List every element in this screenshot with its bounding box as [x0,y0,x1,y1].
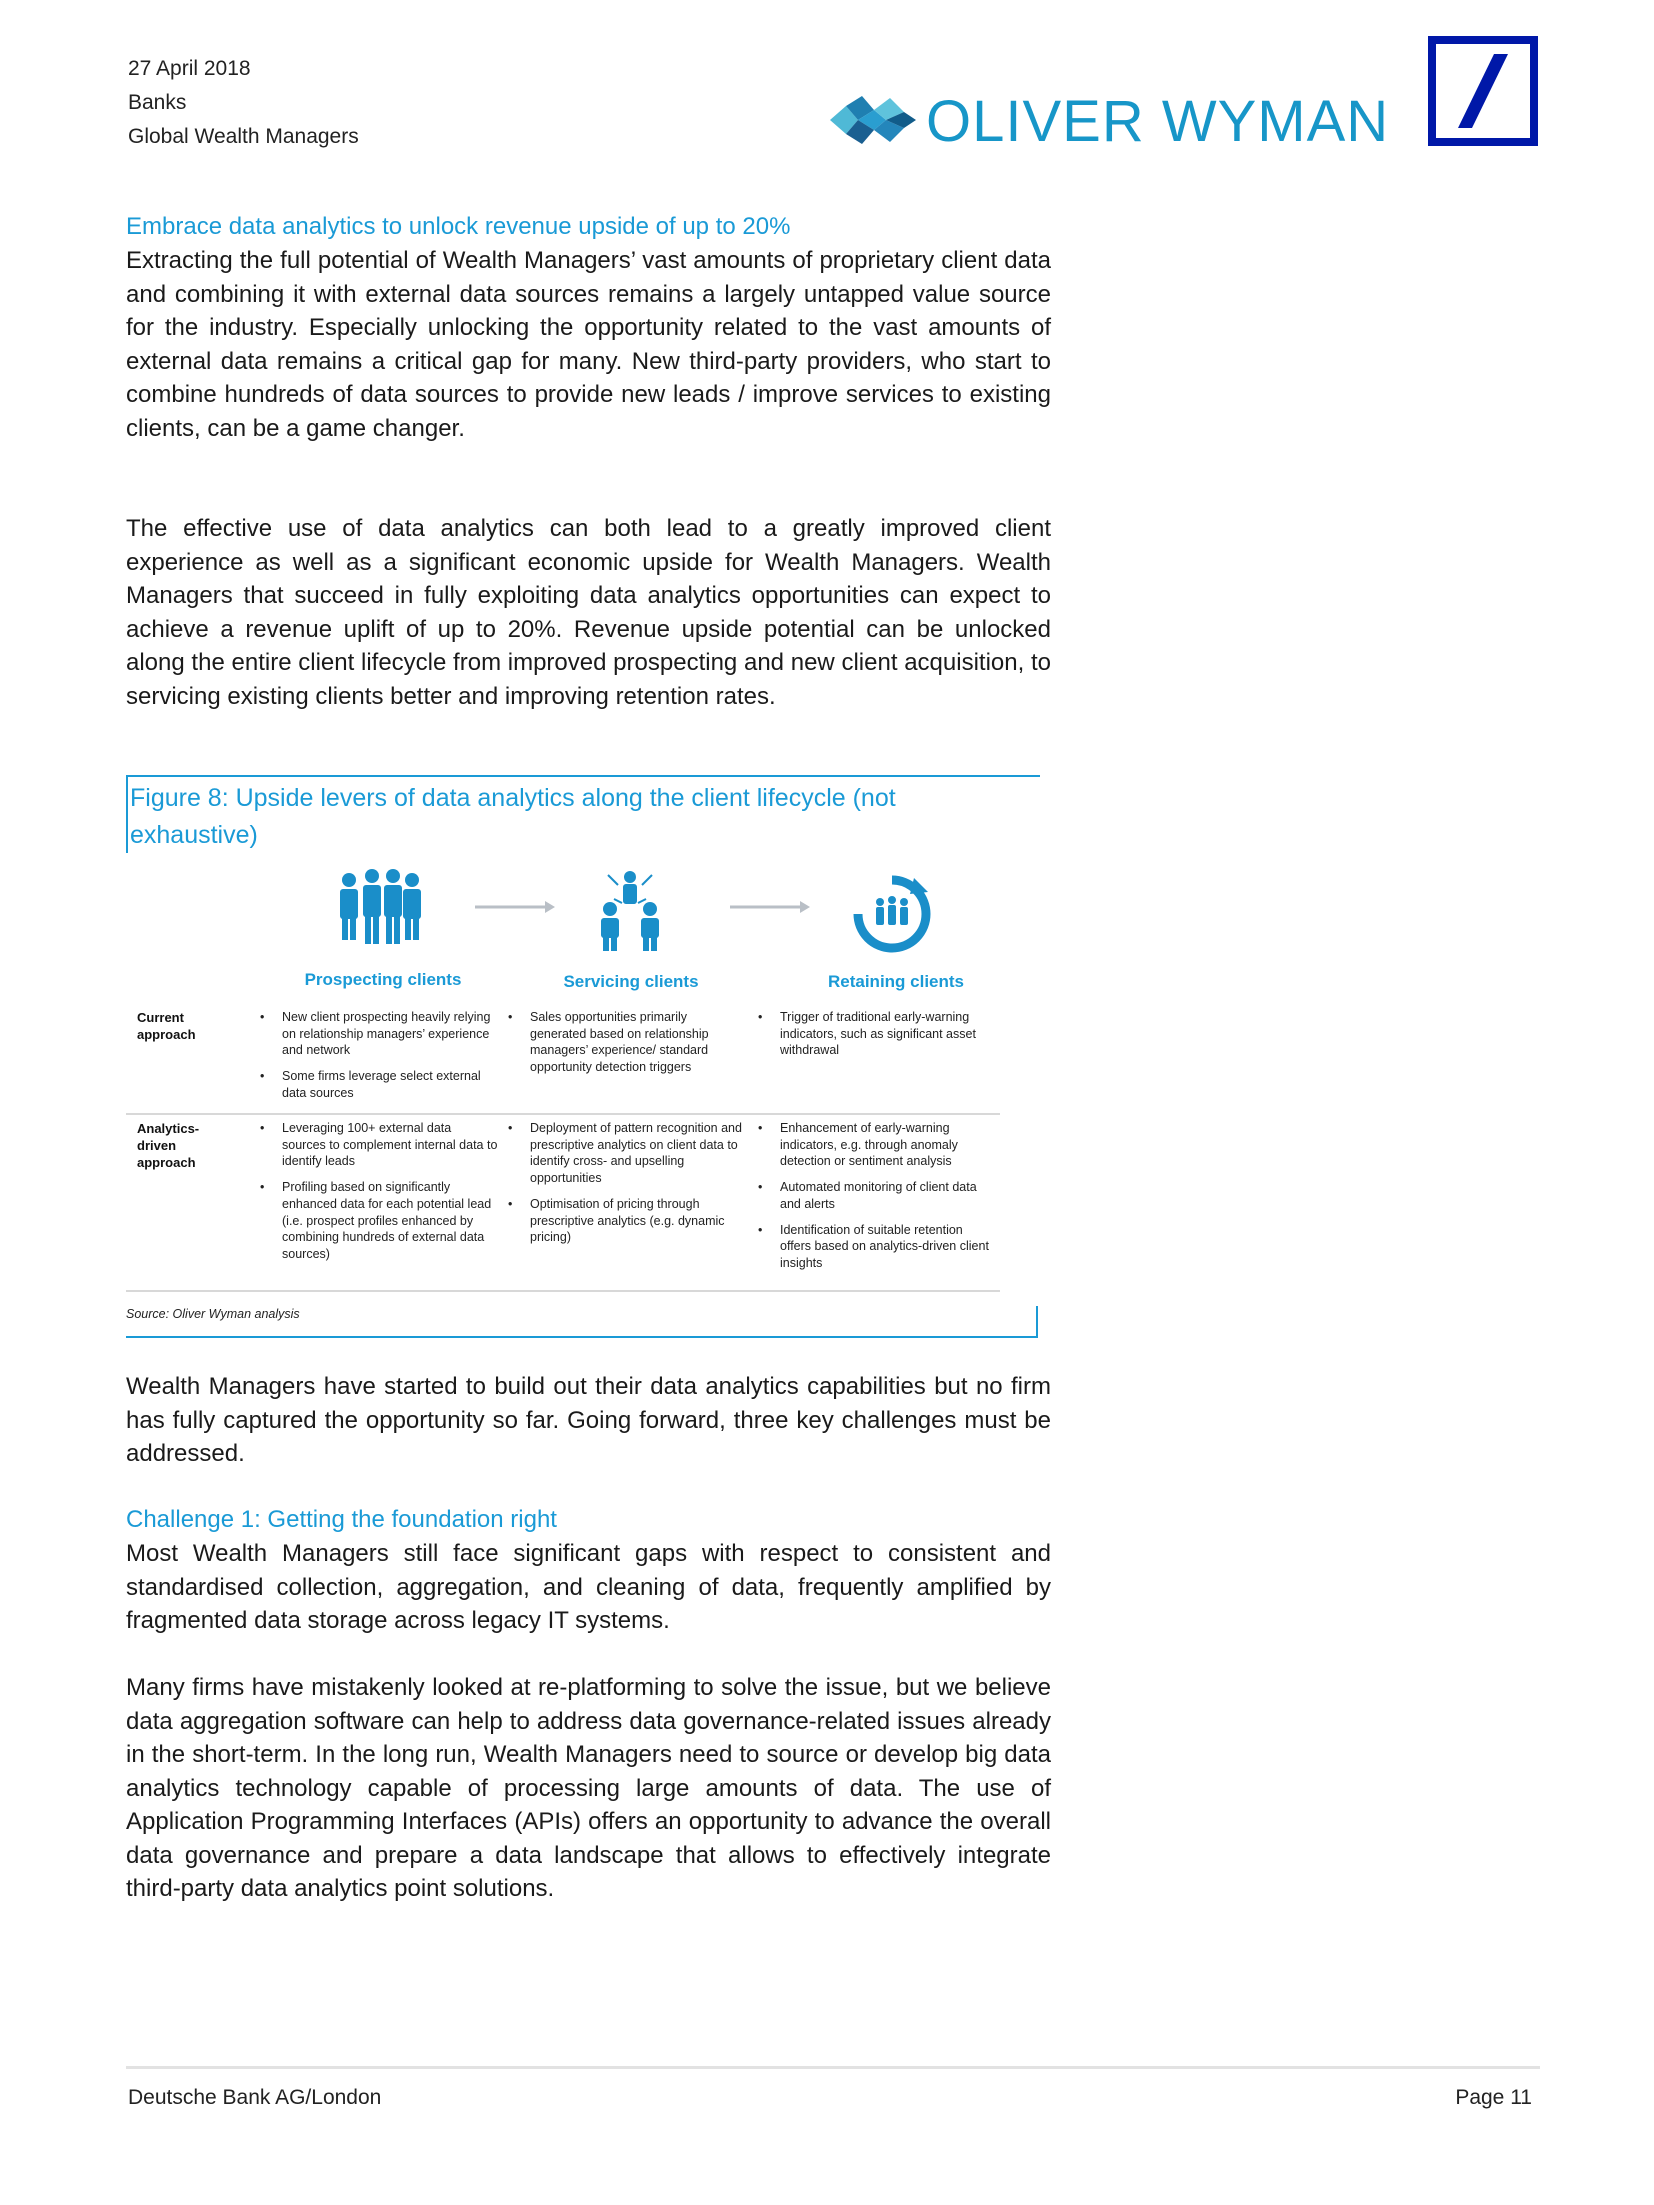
section-heading-data-analytics: Embrace data analytics to unlock revenue upside of up to 20% [126,213,791,240]
cell-current-prospecting [258,1009,498,1111]
page-number: Page 11 [1455,2086,1532,2109]
row-label-current-approach: Current approach [137,1010,196,1042]
paragraph-foundation-gaps: Most Wealth Managers still face significant gaps with respect to consistent and standardised collection, aggregation, and cleaning of data, frequently amplified by fragmented data storage across legacy IT systems. [126,1540,1051,1634]
cell-current-retaining [756,1009,996,1068]
paragraph-replatforming: Many firms have mistakenly looked at re-platforming to solve the issue, but we believe data aggregation software can help to address data governance-related issues already in the short-term. In the long run, Wealth Managers need to source or develop big data analytics technology capable of processing large amounts of data. The use of Application Programming Interfaces (APIs) offers an opportunity to advance the overall data governance and prepare a data landscape that allows to effectively integrate third-party data analytics point solutions. [126,1674,1051,1902]
bullet-item: • Deployment of pattern recognition and prescriptive analytics on client data to identify cross- and upselling opportunities [506,1120,746,1187]
footer-publisher: Deutsche Bank AG/London [128,2086,382,2109]
paragraph-challenges-intro: Wealth Managers have started to build out their data analytics capabilities but no firm has fully captured the opportunity so far. Going forward, three key challenges must be addressed. [126,1373,1051,1467]
deutsche-bank-logo-icon [1428,36,1538,146]
figure-left-rule [126,775,128,853]
bullet-item: • Some firms leverage select external data sources [258,1068,498,1101]
figure-top-rule [126,775,1040,777]
column-retaining-clients: Retaining clients [827,972,965,991]
footer-rule [126,2066,1540,2069]
group-of-people-icon [335,868,425,955]
bullet-item: • Sales opportunities primarily generated based on relationship managers’ experience/ standard opportunity detection triggers [506,1009,746,1076]
report-sector: Banks [128,91,187,114]
row-label-analytics-driven: Analytics-driven approach [137,1121,200,1170]
arrow-right-icon-2 [730,900,810,919]
oliver-wyman-logo-icon [828,90,918,150]
column-prospecting-clients: Prospecting clients [304,970,462,989]
row-divider [126,1113,1000,1115]
column-servicing-clients: Servicing clients [563,972,699,991]
bullet-item: • Enhancement of early-warning indicators, e.g. through anomaly detection or sentiment analysis [756,1120,996,1170]
table-bottom-rule [126,1290,1000,1292]
networked-people-icon [598,865,662,958]
figure-right-rule [1036,1306,1038,1338]
cell-analytics-retaining [756,1120,996,1281]
cell-current-servicing [506,1009,746,1085]
bullet-item: • Identification of suitable retention offers based on analytics-driven client insights [756,1222,996,1272]
figure-source: Source: Oliver Wyman analysis [126,1307,300,1321]
bullet-item: • New client prospecting heavily relying on relationship managers’ experience and network [258,1009,498,1059]
bullet-item: • Trigger of traditional early-warning indicators, such as significant asset withdrawal [756,1009,996,1059]
paragraph-intro: Extracting the full potential of Wealth Managers’ vast amounts of proprietary client data and combining it with external data sources remains a largely untapped value source for the industry. Especially unlocking the opportunity related to the vast amounts of external data remains a critical gap for many. New third-party providers, who start to combine hundreds of data sources to provide new leads / improve services to existing clients, can be a game changer. [126,247,1051,442]
bullet-item: • Automated monitoring of client data and alerts [756,1179,996,1212]
arrow-right-icon [475,900,555,919]
paragraph-effective-use: The effective use of data analytics can both lead to a greatly improved client experience as well as a significant economic upside for Wealth Managers. Wealth Managers that succeed in fully exploiting data analytics opportunities can expect to achieve a revenue uplift of up to 20%. Revenue upside potential can be unlocked along the entire client lifecycle from improved prospecting and new client acquisition, to servicing existing clients better and improving retention rates. [126,515,1051,710]
people-in-cycle-icon [852,874,932,959]
cell-analytics-servicing [506,1120,746,1255]
bullet-item: • Leveraging 100+ external data sources to complement internal data to identify leads [258,1120,498,1170]
report-title: Global Wealth Managers [128,125,359,148]
report-date: 27 April 2018 [128,57,251,80]
section-heading-challenge-1: Challenge 1: Getting the foundation right [126,1506,557,1533]
bullet-item: • Profiling based on significantly enhanced data for each potential lead (i.e. prospect profiles enhanced by combining hundreds of external data sources) [258,1179,498,1263]
figure-bottom-rule [126,1336,1038,1338]
oliver-wyman-wordmark: OLIVER WYMAN [926,89,1390,154]
figure-title: Figure 8: Upside levers of data analytics along the client lifecycle (not exhaustive) [130,784,896,849]
cell-analytics-prospecting [258,1120,498,1272]
bullet-item: • Optimisation of pricing through prescriptive analytics (e.g. dynamic pricing) [506,1196,746,1246]
